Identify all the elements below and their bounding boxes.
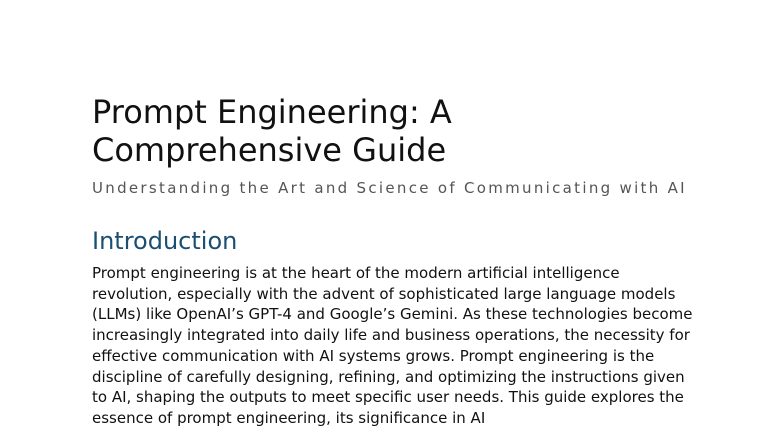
document-title: Prompt Engineering: A Comprehensive Guide (92, 93, 452, 169)
introduction-paragraph: Prompt engineering is at the heart of the modern artificial intelligence revolution, especially with the advent of sophisticated large language models (LLMs) like OpenAI’s GPT-4 and Google’s Gemini. As these technologies become increasingly integrated into daily life and business operations, the necessity for effective communication with AI systems grows. Prompt engineering is the discipline of carefully designing, refining, and optimizing the instructions given to AI, shaping the outputs to meet specific user needs. This guide explores the essence of prompt engineering, its significance in AI (92, 264, 693, 427)
document-content (92, 93, 702, 429)
document-subtitle: Understanding the Art and Science of Communicating with AI (92, 179, 687, 197)
section-heading-introduction: Introduction (92, 227, 238, 255)
